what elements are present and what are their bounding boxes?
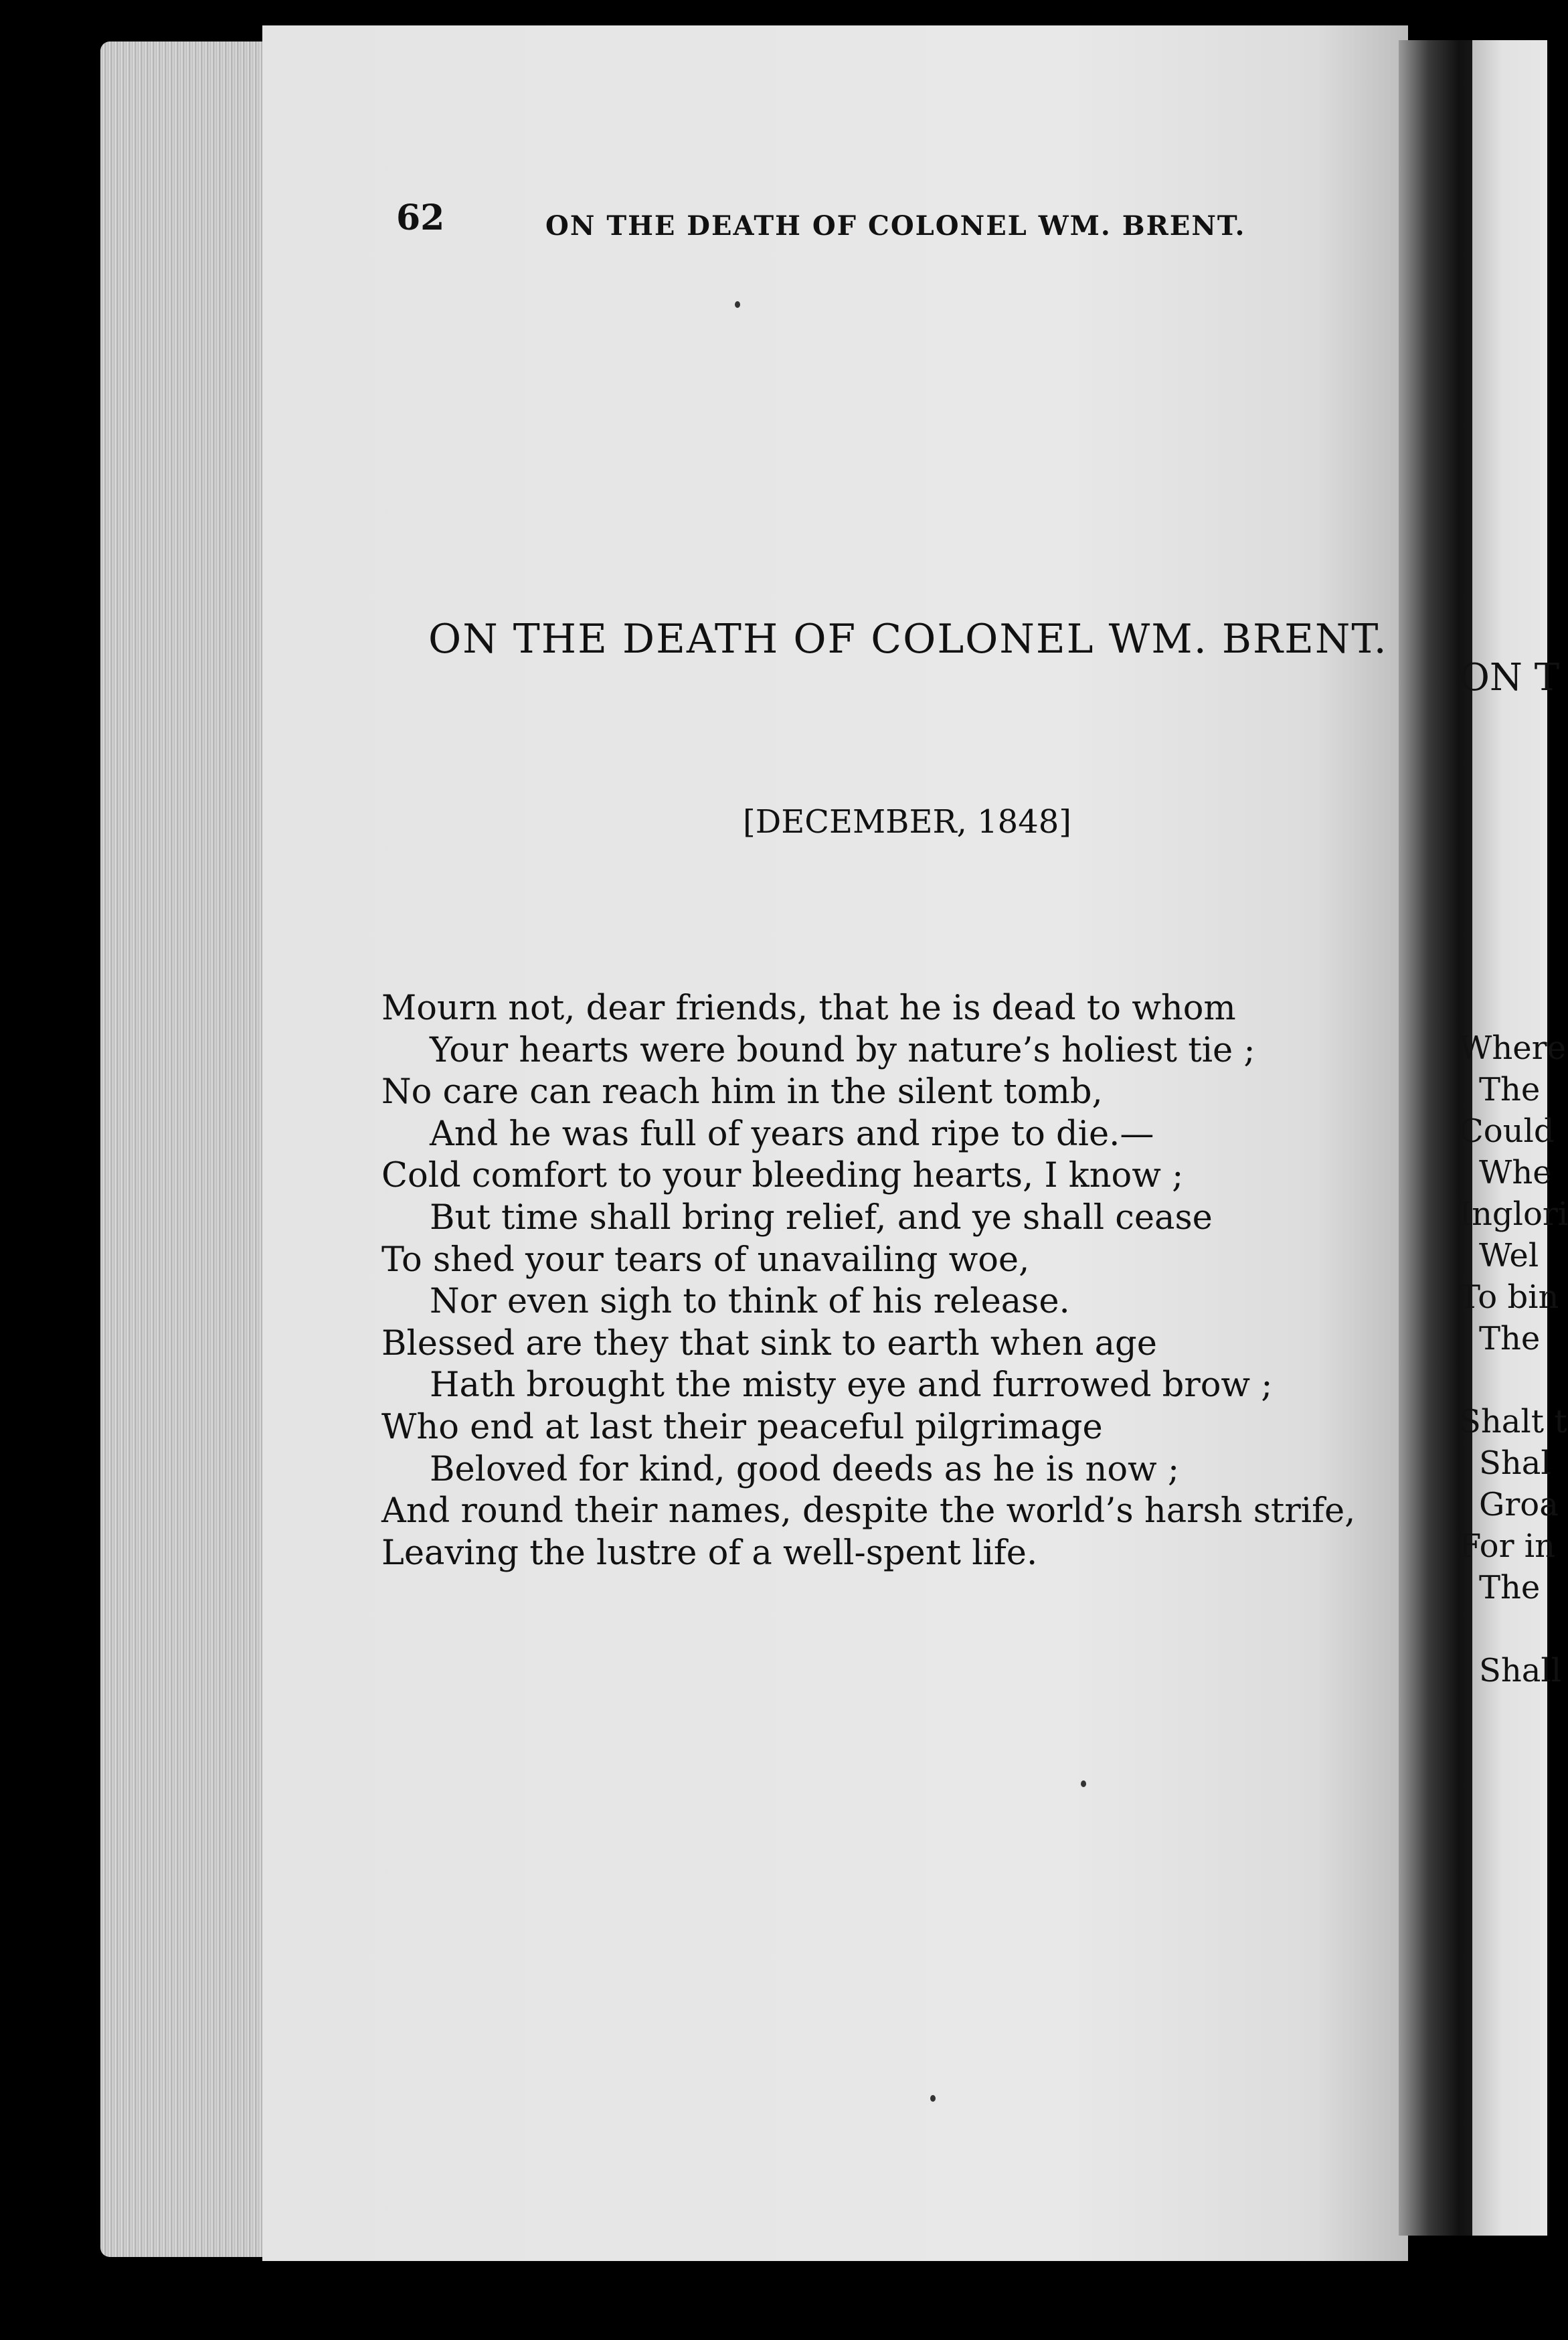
scan-speck — [1081, 1780, 1086, 1787]
facing-page-fragment: Wel — [1479, 1237, 1539, 1274]
page-number: 62 — [396, 197, 445, 238]
facing-page-fragment: Inglori — [1459, 1195, 1568, 1233]
poem-title: ON THE DEATH OF COLONEL WM. BRENT. — [428, 616, 1388, 663]
facing-page-fragment: For in — [1459, 1527, 1556, 1565]
facing-page-fragment: Whe — [1479, 1154, 1552, 1191]
poem-line: No care can reach him in the silent tomb, — [381, 1072, 1103, 1112]
scan-speck — [930, 2095, 936, 2102]
page-edges — [100, 41, 268, 2257]
scan-speck — [735, 301, 740, 308]
facing-page-strip — [1459, 40, 1568, 2236]
poem-date: [DECEMBER, 1848] — [743, 803, 1072, 841]
poem-line: Nor even sigh to think of his release. — [430, 1282, 1070, 1322]
facing-page-fragment: Groa — [1479, 1486, 1559, 1523]
poem-line: And he was full of years and ripe to die.— — [430, 1114, 1154, 1154]
poem-line: To shed your tears of unavailing woe, — [381, 1240, 1030, 1280]
poem-line: Leaving the lustre of a well-spent life. — [381, 1533, 1038, 1573]
poem-line: But time shall bring relief, and ye shall cease — [430, 1197, 1213, 1238]
poem-body — [381, 988, 1385, 1574]
facing-page-fragment: The — [1479, 1569, 1541, 1606]
facing-page-fragment: The — [1479, 1071, 1541, 1108]
facing-page-fragment: Could — [1459, 1112, 1555, 1150]
facing-page-fragment: Shalt t — [1459, 1403, 1567, 1440]
poem-line: Your hearts were bound by nature’s holiest tie ; — [430, 1030, 1255, 1070]
poem-line: Who end at last their peaceful pilgrimage — [381, 1407, 1103, 1447]
poem-line: Blessed are they that sink to earth when age — [381, 1323, 1157, 1363]
poem-line: And round their names, despite the world’s harsh strife, — [381, 1491, 1356, 1531]
poem-line: Hath brought the misty eye and furrowed brow ; — [430, 1365, 1273, 1406]
poem-line: Mourn not, dear friends, that he is dead to whom — [381, 989, 1236, 1028]
poem-line: Beloved for kind, good deeds as he is now ; — [430, 1449, 1180, 1489]
running-head: ON THE DEATH OF COLONEL WM. BRENT. — [545, 210, 1246, 242]
facing-page-fragment: To bin — [1459, 1278, 1559, 1316]
facing-page-fragment: The — [1479, 1320, 1541, 1357]
facing-page-fragment: Shall — [1479, 1652, 1562, 1689]
facing-page-fragment: Shal — [1479, 1444, 1551, 1482]
facing-page-fragment: Where — [1459, 1029, 1567, 1067]
facing-page-fragment: ON T — [1459, 656, 1560, 699]
poem-line: Cold comfort to your bleeding hearts, I know ; — [381, 1156, 1184, 1196]
